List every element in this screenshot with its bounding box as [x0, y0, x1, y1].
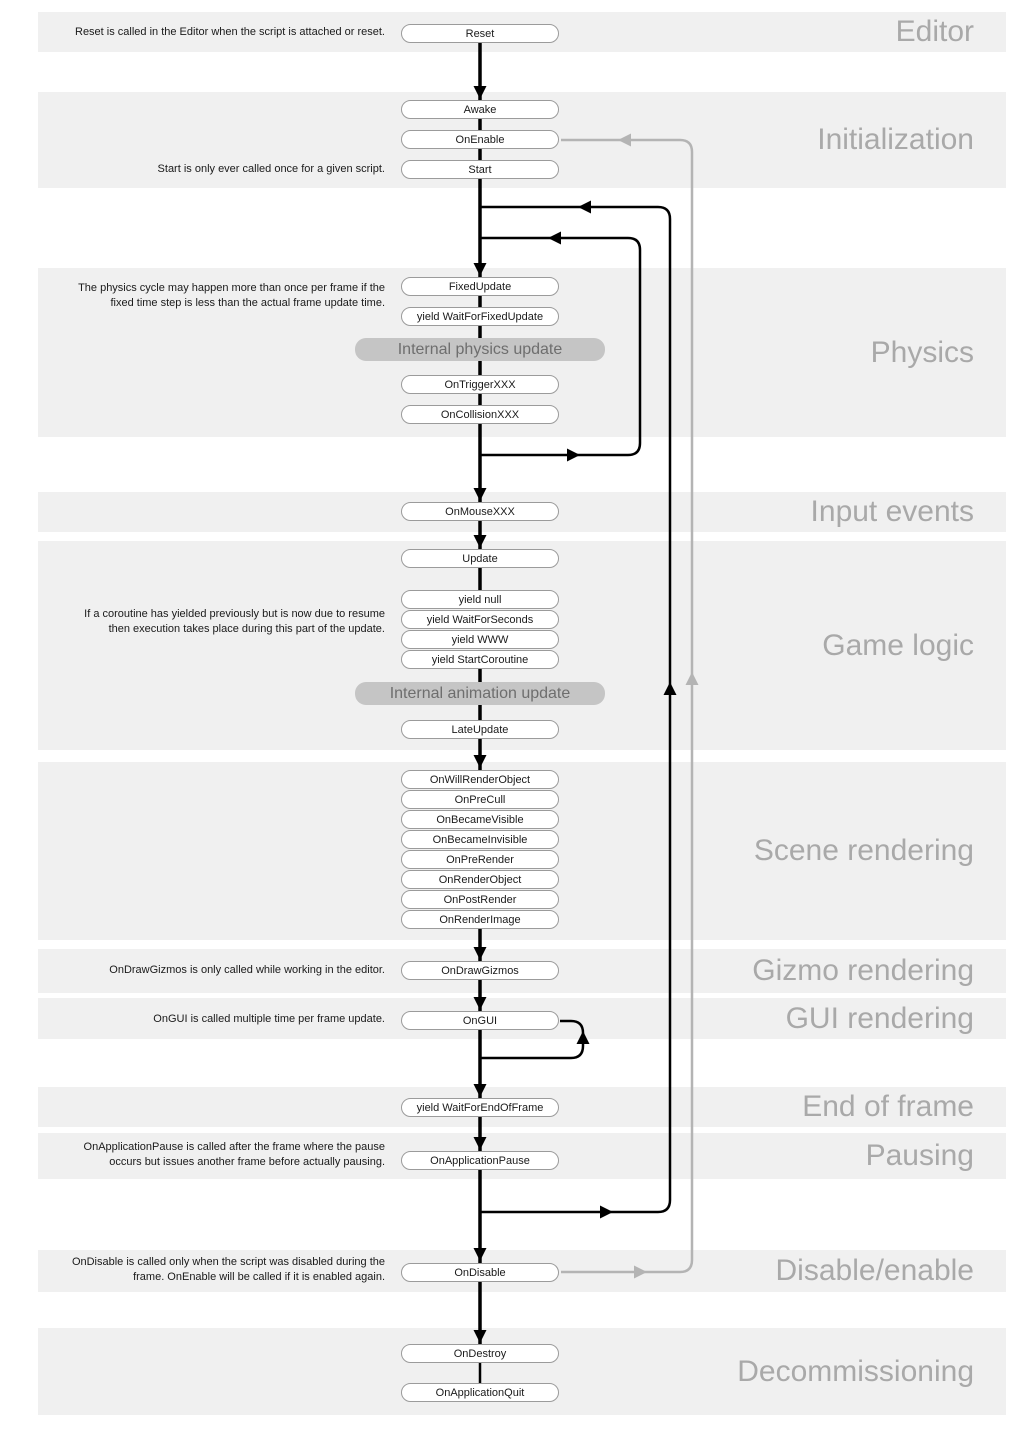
node-onprerender: OnPreRender	[401, 850, 559, 869]
section-label-decommissioning: Decommissioning	[737, 1354, 974, 1388]
node-start: Start	[401, 160, 559, 179]
node-ondisable: OnDisable	[401, 1263, 559, 1282]
node-yield-null: yield null	[401, 590, 559, 609]
section-label-pausing: Pausing	[865, 1139, 974, 1172]
node-ondestroy: OnDestroy	[401, 1344, 559, 1363]
note-disable: OnDisable is called only when the script was disabled during the frame. OnEnable will be called if it is enabled again.	[71, 1256, 385, 1283]
section-label-gizmo-rendering: Gizmo rendering	[752, 954, 974, 987]
section-label-editor: Editor	[895, 15, 974, 48]
section-label-end-of-frame: End of frame	[802, 1090, 974, 1123]
node-update: Update	[401, 549, 559, 568]
node-onmouse: OnMouseXXX	[401, 502, 559, 521]
node-ondrawgizmos: OnDrawGizmos	[401, 961, 559, 980]
note-coroutine: If a coroutine has yielded previously but is now due to resume then execution takes place during this part of the update.	[84, 608, 385, 635]
node-yield-waitforseconds: yield WaitForSeconds	[401, 610, 559, 629]
note-gui: OnGUI is called multiple time per frame update.	[153, 1013, 385, 1025]
note-pause: OnApplicationPause is called after the frame where the pause occurs but issues another frame before actually pausing.	[83, 1141, 385, 1168]
note-start: Start is only ever called once for a given script.	[157, 163, 385, 175]
node-yield-startcoroutine: yield StartCoroutine	[401, 650, 559, 669]
node-onrenderimage: OnRenderImage	[401, 910, 559, 929]
node-yield-www: yield WWW	[401, 630, 559, 649]
node-onapplicationpause: OnApplicationPause	[401, 1151, 559, 1170]
node-onpostrender: OnPostRender	[401, 890, 559, 909]
node-onrenderobject: OnRenderObject	[401, 870, 559, 889]
node-ongui: OnGUI	[401, 1011, 559, 1030]
node-internal-physics-update: Internal physics update	[355, 338, 605, 361]
node-awake: Awake	[401, 100, 559, 119]
note-reset: Reset is called in the Editor when the script is attached or reset.	[75, 26, 385, 38]
node-onbecameinvisible: OnBecameInvisible	[401, 830, 559, 849]
node-reset: Reset	[401, 24, 559, 43]
section-label-disable-enable: Disable/enable	[775, 1254, 974, 1287]
node-onwillrenderobject: OnWillRenderObject	[401, 770, 559, 789]
node-lateupdate: LateUpdate	[401, 720, 559, 739]
section-label-initialization: Initialization	[817, 123, 974, 156]
node-onbecamevisible: OnBecameVisible	[401, 810, 559, 829]
section-label-gui-rendering: GUI rendering	[785, 1001, 974, 1035]
node-onenable: OnEnable	[401, 130, 559, 149]
note-physics: The physics cycle may happen more than once per frame if the fixed time step is less than the actual frame update time.	[78, 282, 385, 309]
node-onapplicationquit: OnApplicationQuit	[401, 1383, 559, 1402]
node-yield-waitforfixedupdate: yield WaitForFixedUpdate	[401, 307, 559, 326]
node-internal-animation-update: Internal animation update	[355, 682, 605, 705]
disable-enable-loop-line	[561, 140, 692, 1272]
enable-loop-arrowheads	[618, 134, 699, 1279]
node-oncollision: OnCollisionXXX	[401, 405, 559, 424]
note-gizmos: OnDrawGizmos is only called while working in the editor.	[109, 964, 385, 976]
section-label-scene-rendering: Scene rendering	[753, 834, 974, 867]
section-label-input-events: Input events	[810, 495, 974, 528]
node-ontrigger: OnTriggerXXX	[401, 375, 559, 394]
node-fixedupdate: FixedUpdate	[401, 277, 559, 296]
node-onprecull: OnPreCull	[401, 790, 559, 809]
section-label-physics: Physics	[870, 335, 974, 369]
node-yield-waitforendofframe: yield WaitForEndOfFrame	[401, 1098, 559, 1117]
section-label-game-logic: Game logic	[822, 628, 974, 662]
